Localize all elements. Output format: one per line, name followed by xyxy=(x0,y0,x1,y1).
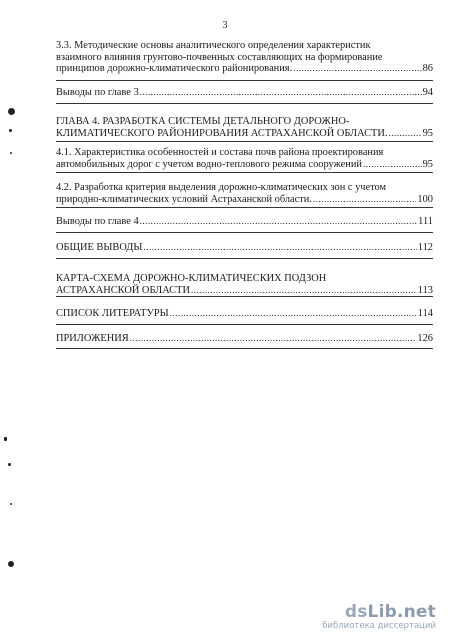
toc-entry-page: 95 xyxy=(422,127,433,139)
leader-dots xyxy=(140,87,422,99)
toc-entry-title: СПИСОК ЛИТЕРАТУРЫ xyxy=(56,308,169,319)
watermark-subtitle: библиотека диссертаций xyxy=(322,621,436,631)
leader-dots xyxy=(170,308,417,320)
toc-entry-text: взаимного влияния грунтово-почвенных составляющих на формирование xyxy=(56,51,383,63)
leader-dots xyxy=(143,242,416,254)
divider xyxy=(56,172,433,173)
scan-speck xyxy=(4,437,7,441)
leader-dots xyxy=(388,128,421,140)
divider xyxy=(56,258,433,259)
divider xyxy=(56,232,433,233)
toc-entry-conclusions-4 xyxy=(56,216,433,228)
watermark-logo-lib: Lib.net xyxy=(367,602,436,622)
toc-entry-page: 111 xyxy=(418,216,433,227)
divider xyxy=(56,348,433,349)
toc-entry-title: ОБЩИЕ ВЫВОДЫ xyxy=(56,242,143,253)
toc-entry-text: КАРТА-СХЕМА ДОРОЖНО-КЛИМАТИЧЕСКИХ ПОДЗОН xyxy=(56,273,327,284)
divider xyxy=(56,207,433,208)
toc-entry-conclusions-3 xyxy=(56,87,433,99)
toc-entry-title: ПРИЛОЖЕНИЯ xyxy=(56,333,129,344)
scan-speck xyxy=(10,503,12,505)
toc-entry-title: Выводы по главе 3 xyxy=(56,87,139,98)
toc-entry-page: 95 xyxy=(422,158,433,170)
toc-entry-page: 114 xyxy=(417,308,433,319)
toc-entry-map xyxy=(56,273,433,296)
leader-dots xyxy=(363,159,422,171)
toc-entry-title: Выводы по главе 4 xyxy=(56,216,139,227)
toc-entry-3-3 xyxy=(56,40,433,75)
scan-speck xyxy=(10,152,12,154)
toc-entry-references xyxy=(56,308,433,320)
toc-entry-text: 4.2. Разработка критерия выделения дорожно-климатических зон с учетом xyxy=(56,182,387,193)
toc-entry-4-1 xyxy=(56,147,433,170)
leader-dots xyxy=(140,216,418,228)
toc-entry-appendices xyxy=(56,333,433,345)
binding-hole-mark xyxy=(8,561,14,567)
watermark-logo xyxy=(316,603,436,621)
divider xyxy=(56,296,433,297)
toc-entry-title: АСТРАХАНСКОЙ ОБЛАСТИ xyxy=(56,284,190,296)
toc-entry-chapter-4 xyxy=(56,116,433,139)
toc-entry-page: 86 xyxy=(422,63,433,74)
toc-entry-4-2 xyxy=(56,182,433,205)
leader-dots xyxy=(293,63,421,75)
toc-entry-title: природно-климатических условий Астраханской области. xyxy=(56,193,312,205)
leader-dots xyxy=(313,194,416,206)
toc-entry-page: 126 xyxy=(417,333,433,344)
watermark-logo-ds: ds xyxy=(344,602,368,622)
toc-entry-text: ГЛАВА 4. РАЗРАБОТКА СИСТЕМЫ ДЕТАЛЬНОГО ДОРОЖНО- xyxy=(56,116,350,127)
binding-hole-mark xyxy=(8,108,15,115)
scan-speck xyxy=(9,129,12,132)
toc-entry-text: 4.1. Характеристика особенностей и состава почв района проектирования xyxy=(56,147,384,158)
toc-entry-text: 3.3. Методические основы аналитического определения характеристик xyxy=(56,40,371,51)
page-number: 3 xyxy=(222,20,228,31)
toc-entry-title: автомобильных дорог с учетом водно-теплового режима сооружений xyxy=(56,158,362,170)
watermark xyxy=(316,603,436,631)
divider xyxy=(56,80,433,81)
scan-speck xyxy=(8,463,11,466)
divider xyxy=(56,141,433,142)
toc-entry-page: 112 xyxy=(417,242,433,253)
toc-entry-page: 94 xyxy=(422,87,433,98)
toc-entry-title: КЛИМАТИЧЕСКОГО РАЙОНИРОВАНИЯ АСТРАХАНСКОЙ ОБЛАСТИ. xyxy=(56,127,388,139)
toc-entry-title: принципов дорожно-климатического районирования. xyxy=(56,63,293,74)
divider xyxy=(56,324,433,325)
toc-entry-page: 100 xyxy=(417,193,433,205)
leader-dots xyxy=(191,285,417,297)
toc-entry-page: 113 xyxy=(417,284,433,296)
divider xyxy=(56,103,433,104)
leader-dots xyxy=(130,333,417,345)
toc-entry-general-conclusions xyxy=(56,242,433,254)
